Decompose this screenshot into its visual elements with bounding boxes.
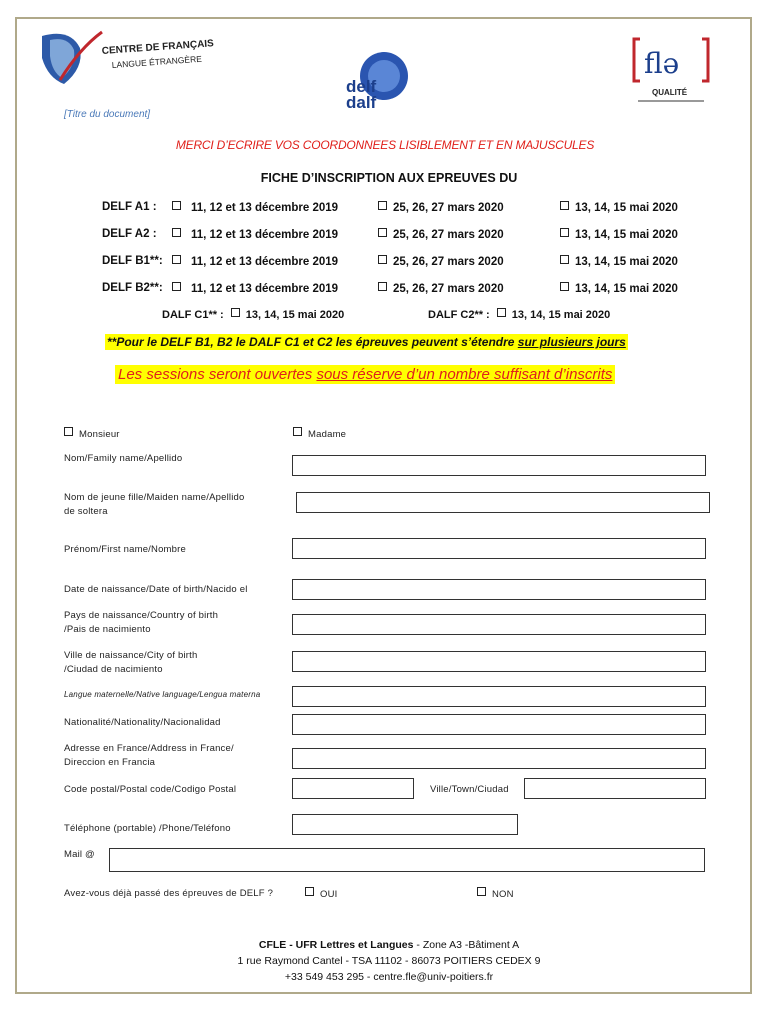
document-title-placeholder: [Titre du document] bbox=[64, 109, 151, 120]
exam-row bbox=[102, 228, 157, 240]
ville-label-2: /Ciudad de nacimiento bbox=[64, 664, 163, 675]
dalf-c2-date: 13, 14, 15 mai 2020 bbox=[511, 309, 611, 321]
code-postal-field[interactable] bbox=[292, 778, 414, 799]
date-naissance-label: Date de naissance/Date of birth/Nacido el bbox=[64, 584, 248, 595]
nom-jeune-fille-label bbox=[64, 491, 244, 519]
pays-naissance-label bbox=[64, 609, 218, 637]
previous-delf-yes-label: OUI bbox=[320, 889, 338, 900]
checkbox[interactable] bbox=[293, 427, 302, 436]
checkbox[interactable] bbox=[560, 201, 569, 210]
exam-row bbox=[102, 201, 157, 213]
checkbox[interactable] bbox=[231, 308, 240, 317]
pays-naissance-field[interactable] bbox=[292, 614, 706, 635]
prenom-field[interactable] bbox=[292, 538, 706, 559]
nationalite-field[interactable] bbox=[292, 714, 706, 735]
exam-level: DELF B1**: bbox=[102, 255, 163, 267]
exam-option[interactable] bbox=[378, 282, 504, 295]
dalf-c2-option[interactable] bbox=[428, 308, 610, 321]
footer-address: 1 rue Raymond Cantel - TSA 11102 - 86073 POITIERS CEDEX 9 bbox=[237, 955, 541, 967]
ville-naissance-field[interactable] bbox=[292, 651, 706, 672]
prenom-label: Prénom/First name/Nombre bbox=[64, 544, 187, 555]
checkbox[interactable] bbox=[560, 282, 569, 291]
checkbox[interactable] bbox=[172, 201, 181, 210]
cfle-logo-line2: LANGUE ÉTRANGÈRE bbox=[111, 53, 203, 70]
adresse-field[interactable] bbox=[292, 748, 706, 769]
previous-delf-question: Avez-vous déjà passé des épreuves de DELF ? bbox=[64, 888, 274, 899]
adresse-label-2: Direccion en Francia bbox=[64, 757, 156, 768]
delf-logo-line1: delf bbox=[346, 77, 377, 96]
exam-date: 11, 12 et 13 décembre 2019 bbox=[191, 256, 339, 268]
checkbox[interactable] bbox=[378, 201, 387, 210]
footer-contact: +33 549 453 295 - centre.fle@univ-poitiers.fr bbox=[284, 971, 494, 983]
checkbox[interactable] bbox=[378, 282, 387, 291]
exam-date: 13, 14, 15 mai 2020 bbox=[575, 202, 678, 214]
exam-option[interactable] bbox=[172, 228, 338, 241]
form-title: FICHE D’INSCRIPTION AUX EPREUVES DU bbox=[260, 171, 518, 185]
nom-jeune-fille-field[interactable] bbox=[296, 492, 710, 513]
dalf-c1-label: DALF C1** : bbox=[162, 309, 224, 321]
sessions-notice bbox=[115, 365, 615, 384]
notice-capitals: MERCI D’ECRIRE VOS COORDONNEES LISIBLEMENT ET EN MAJUSCULES bbox=[175, 138, 595, 152]
telephone-label: Téléphone (portable) /Phone/Teléfono bbox=[64, 823, 231, 834]
multi-day-note-text: **Pour le DELF B1, B2 le DALF C1 et C2 les épreuves peuvent s’étendre bbox=[107, 335, 518, 349]
nom-field[interactable] bbox=[292, 455, 706, 476]
cfle-logo bbox=[40, 28, 220, 86]
ville-naissance-label bbox=[64, 649, 198, 677]
exam-option[interactable] bbox=[378, 255, 504, 268]
exam-option[interactable] bbox=[378, 228, 504, 241]
monsieur-option[interactable] bbox=[64, 427, 120, 442]
checkbox[interactable] bbox=[477, 887, 486, 896]
exam-date: 13, 14, 15 mai 2020 bbox=[575, 229, 678, 241]
nom-jeune-fille-label-2: de soltera bbox=[64, 506, 108, 517]
footer-org-bold: CFLE - UFR Lettres et Langues bbox=[258, 939, 414, 951]
footer-org bbox=[0, 937, 770, 953]
exam-date: 25, 26, 27 mars 2020 bbox=[393, 256, 504, 268]
exam-level: DELF A2 : bbox=[102, 228, 157, 240]
fle-qualite-logo bbox=[630, 37, 712, 107]
exam-option[interactable] bbox=[172, 201, 338, 214]
sessions-notice-text: Les sessions seront ouvertes bbox=[118, 366, 317, 383]
cfle-logo-line1: CENTRE DE FRANÇAIS bbox=[101, 38, 215, 57]
exam-date: 25, 26, 27 mars 2020 bbox=[393, 229, 504, 241]
date-naissance-field[interactable] bbox=[292, 579, 706, 600]
checkbox[interactable] bbox=[172, 282, 181, 291]
previous-delf-no-option[interactable] bbox=[477, 887, 514, 902]
checkbox[interactable] bbox=[378, 228, 387, 237]
previous-delf-yes-option[interactable] bbox=[305, 887, 338, 902]
exam-row bbox=[102, 255, 163, 267]
checkbox[interactable] bbox=[378, 255, 387, 264]
exam-option[interactable] bbox=[378, 201, 504, 214]
pays-label-1: Pays de naissance/Country of birth bbox=[64, 610, 219, 621]
fle-logo-sub: QUALITÉ bbox=[652, 88, 688, 97]
multi-day-note-underlined: sur plusieurs jours bbox=[517, 335, 626, 349]
exam-date: 11, 12 et 13 décembre 2019 bbox=[191, 283, 339, 295]
fle-logo-word: flə bbox=[644, 47, 680, 80]
langue-label: Langue maternelle/Native language/Lengua materna bbox=[64, 690, 261, 699]
checkbox[interactable] bbox=[560, 255, 569, 264]
langue-field[interactable] bbox=[292, 686, 706, 707]
madame-option[interactable] bbox=[293, 427, 346, 442]
nom-jeune-fille-label-1: Nom de jeune fille/Maiden name/Apellido bbox=[64, 492, 245, 503]
exam-date: 11, 12 et 13 décembre 2019 bbox=[191, 202, 339, 214]
dalf-c1-date: 13, 14, 15 mai 2020 bbox=[245, 309, 345, 321]
nom-label: Nom/Family name/Apellido bbox=[64, 453, 183, 464]
exam-option[interactable] bbox=[560, 255, 678, 268]
exam-option[interactable] bbox=[560, 228, 678, 241]
mail-label: Mail @ bbox=[64, 849, 95, 860]
nationalite-label: Nationalité/Nationality/Nacionalidad bbox=[64, 717, 221, 728]
ville-label: Ville/Town/Ciudad bbox=[430, 784, 509, 795]
monsieur-label: Monsieur bbox=[79, 429, 120, 440]
adresse-label bbox=[64, 742, 234, 770]
ville-field[interactable] bbox=[524, 778, 706, 799]
checkbox[interactable] bbox=[172, 255, 181, 264]
exam-row bbox=[102, 282, 163, 294]
delf-dalf-logo bbox=[344, 50, 412, 114]
exam-level: DELF A1 : bbox=[102, 201, 157, 213]
dalf-c2-label: DALF C2** : bbox=[428, 309, 490, 321]
exam-option[interactable] bbox=[560, 201, 678, 214]
delf-logo-line2: dalf bbox=[346, 93, 377, 112]
exam-date: 25, 26, 27 mars 2020 bbox=[393, 202, 504, 214]
exam-date: 11, 12 et 13 décembre 2019 bbox=[191, 229, 339, 241]
telephone-field[interactable] bbox=[292, 814, 518, 835]
previous-delf-no-label: NON bbox=[492, 889, 514, 900]
exam-date: 13, 14, 15 mai 2020 bbox=[575, 256, 678, 268]
code-postal-label: Code postal/Postal code/Codigo Postal bbox=[64, 784, 237, 795]
sessions-notice-underlined: sous réserve d’un nombre suffisant d’inscrits bbox=[316, 366, 613, 383]
dalf-c1-option[interactable] bbox=[162, 308, 344, 321]
checkbox[interactable] bbox=[64, 427, 73, 436]
madame-label: Madame bbox=[308, 429, 347, 440]
adresse-label-1: Adresse en France/Address in France/ bbox=[64, 743, 234, 754]
exam-date: 13, 14, 15 mai 2020 bbox=[575, 283, 678, 295]
exam-date: 25, 26, 27 mars 2020 bbox=[393, 283, 504, 295]
exam-option[interactable] bbox=[172, 255, 338, 268]
footer-org-rest: - Zone A3 -Bâtiment A bbox=[413, 939, 520, 951]
multi-day-note bbox=[105, 334, 628, 350]
mail-field[interactable] bbox=[109, 848, 705, 872]
ville-label-1: Ville de naissance/City of birth bbox=[64, 650, 198, 661]
checkbox[interactable] bbox=[497, 308, 506, 317]
exam-option[interactable] bbox=[172, 282, 338, 295]
checkbox[interactable] bbox=[172, 228, 181, 237]
checkbox[interactable] bbox=[560, 228, 569, 237]
exam-option[interactable] bbox=[560, 282, 678, 295]
exam-level: DELF B2**: bbox=[102, 282, 163, 294]
checkbox[interactable] bbox=[305, 887, 314, 896]
footer bbox=[0, 937, 770, 985]
pays-label-2: /Pais de nacimiento bbox=[64, 624, 151, 635]
